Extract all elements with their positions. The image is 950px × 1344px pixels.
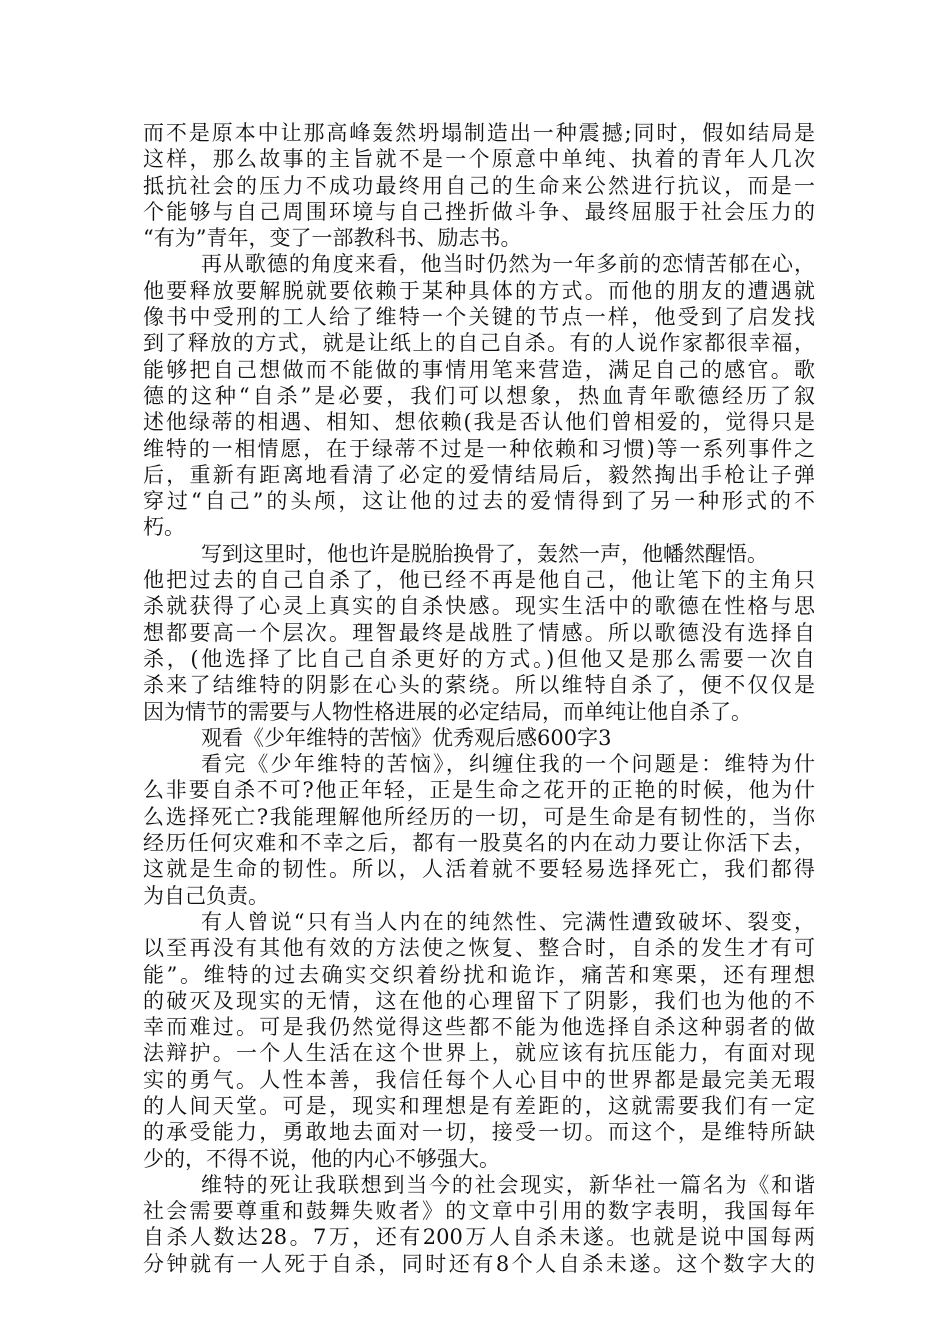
- text-line: 他把过去的自己自杀了，他已经不再是他自己，他让笔下的主角只: [143, 568, 815, 593]
- text-line: 穿过“自己”的头颅，这让他的过去的爱情得到了另一种形式的不: [143, 489, 815, 514]
- text-line: 杀，(他选择了比自己自杀更好的方式。)但他又是那么需要一次自: [143, 646, 815, 671]
- text-line: 实的勇气。人性本善，我信任每个人心目中的世界都是最完美无瑕: [143, 1067, 815, 1092]
- document-body-text: [143, 120, 815, 1277]
- text-line: 社会需要尊重和鼓舞失败者》的文章中引用的数字表明，我国每年: [143, 1199, 815, 1224]
- text-line: 么选择死亡?我能理解他所经历的一切，可是生命是有韧性的，当你: [143, 804, 815, 829]
- text-line: 的承受能力，勇敢地去面对一切，接受一切。而这个，是维特所缺: [143, 1120, 815, 1145]
- text-line: 到了释放的方式，就是让纸上的自己自杀。有的人说作家都很幸福，: [143, 331, 815, 356]
- text-line: 这就是生命的韧性。所以，人活着就不要轻易选择死亡，我们都得: [143, 857, 815, 882]
- text-line: 自杀人数达28。7万，还有200万人自杀未遂。也就是说中国每两: [143, 1225, 815, 1250]
- text-line: 法辩护。一个人生活在这个世界上，就应该有抗压能力，有面对现: [143, 1041, 815, 1066]
- text-line: 德的这种“自杀”是必要，我们可以想象，热血青年歌德经历了叙: [143, 383, 815, 408]
- text-line: 维特的一相情愿，在于绿蒂不过是一种依赖和习惯)等一系列事件之: [143, 436, 815, 461]
- text-line: 么非要自杀不可?他正年轻，正是生命之花开的正艳的时候，他为什: [143, 778, 815, 803]
- text-line: 抵抗社会的压力不成功最终用自己的生命来公然进行抗议，而是一: [143, 173, 815, 198]
- text-line: 朽。: [143, 515, 185, 540]
- text-line: 观看《少年维特的苦恼》优秀观后感600字3: [201, 725, 612, 750]
- text-line: 述他绿蒂的相遇、相知、想依赖(我是否认他们曾相爱的，觉得只是: [143, 410, 815, 435]
- text-line: 能够把自己想做而不能做的事情用笔来营造，满足自己的感官。歌: [143, 357, 815, 382]
- text-line: 的破灭及现实的无情，这在他的心理留下了阴影，我们也为他的不: [143, 988, 815, 1013]
- text-line: 像书中受刑的工人给了维特一个关键的节点一样，他受到了启发找: [143, 305, 815, 330]
- text-line: 而不是原本中让那高峰轰然坍塌制造出一种震撼;同时，假如结局是: [143, 121, 815, 145]
- text-line: 因为情节的需要与人物性格进展的必定结局，而单纯让他自杀了。: [143, 699, 752, 724]
- text-line: 分钟就有一人死于自杀，同时还有8个人自杀未遂。这个数字大的: [143, 1251, 815, 1276]
- text-line: 后，重新有距离地看清了必定的爱情结局后，毅然掏出手枪让子弹: [143, 462, 815, 487]
- text-line: 有人曾说“只有当人内在的纯然性、完满性遭致破坏、裂变，: [201, 909, 815, 934]
- text-line: 能”。维特的过去确实交织着纷扰和诡诈，痛苦和寒栗，还有理想: [143, 962, 815, 987]
- text-line: 再从歌德的角度来看，他当时仍然为一年多前的恋情苦郁在心，: [201, 252, 815, 277]
- text-line: 的人间天堂。可是，现实和理想是有差距的，这就需要我们有一定: [143, 1093, 815, 1118]
- text-line: 幸而难过。可是我仍然觉得这些都不能为他选择自杀这种弱者的做: [143, 1015, 815, 1040]
- text-line: 以至再没有其他有效的方法使之恢复、整合时，自杀的发生才有可: [143, 936, 815, 961]
- text-line: 经历任何灾难和不幸之后，都有一股莫名的内在动力要让你活下去，: [143, 831, 815, 856]
- text-line: 杀来了结维特的阴影在心头的萦绕。所以维特自杀了，便不仅仅是: [143, 673, 815, 698]
- text-line: 想都要高一个层次。理智最终是战胜了情感。所以歌德没有选择自: [143, 620, 815, 645]
- text-line: 杀就获得了心灵上真实的自杀快感。现实生活中的歌德在性格与思: [143, 594, 815, 619]
- text-line: 维特的死让我联想到当今的社会现实，新华社一篇名为《和谐: [201, 1172, 815, 1197]
- text-line: 他要释放要解脱就要依赖于某种具体的方式。而他的朋友的遭遇就: [143, 278, 815, 303]
- text-line: 少的，不得不说，他的内心不够强大。: [143, 1146, 500, 1171]
- text-line: 为自己负责。: [143, 883, 269, 908]
- text-line: 个能够与自己周围环境与自己挫折做斗争、最终屈服于社会压力的: [143, 199, 815, 224]
- text-line: 写到这里时，他也许是脱胎换骨了，轰然一声，他幡然醒悟。: [201, 541, 768, 566]
- text-line: 看完《少年维特的苦恼》，纠缠住我的一个问题是：维特为什: [201, 752, 815, 777]
- text-line: “有为”青年，变了一部教科书、励志书。: [143, 226, 522, 251]
- text-line: 这样，那么故事的主旨就不是一个原意中单纯、执着的青年人几次: [143, 147, 815, 172]
